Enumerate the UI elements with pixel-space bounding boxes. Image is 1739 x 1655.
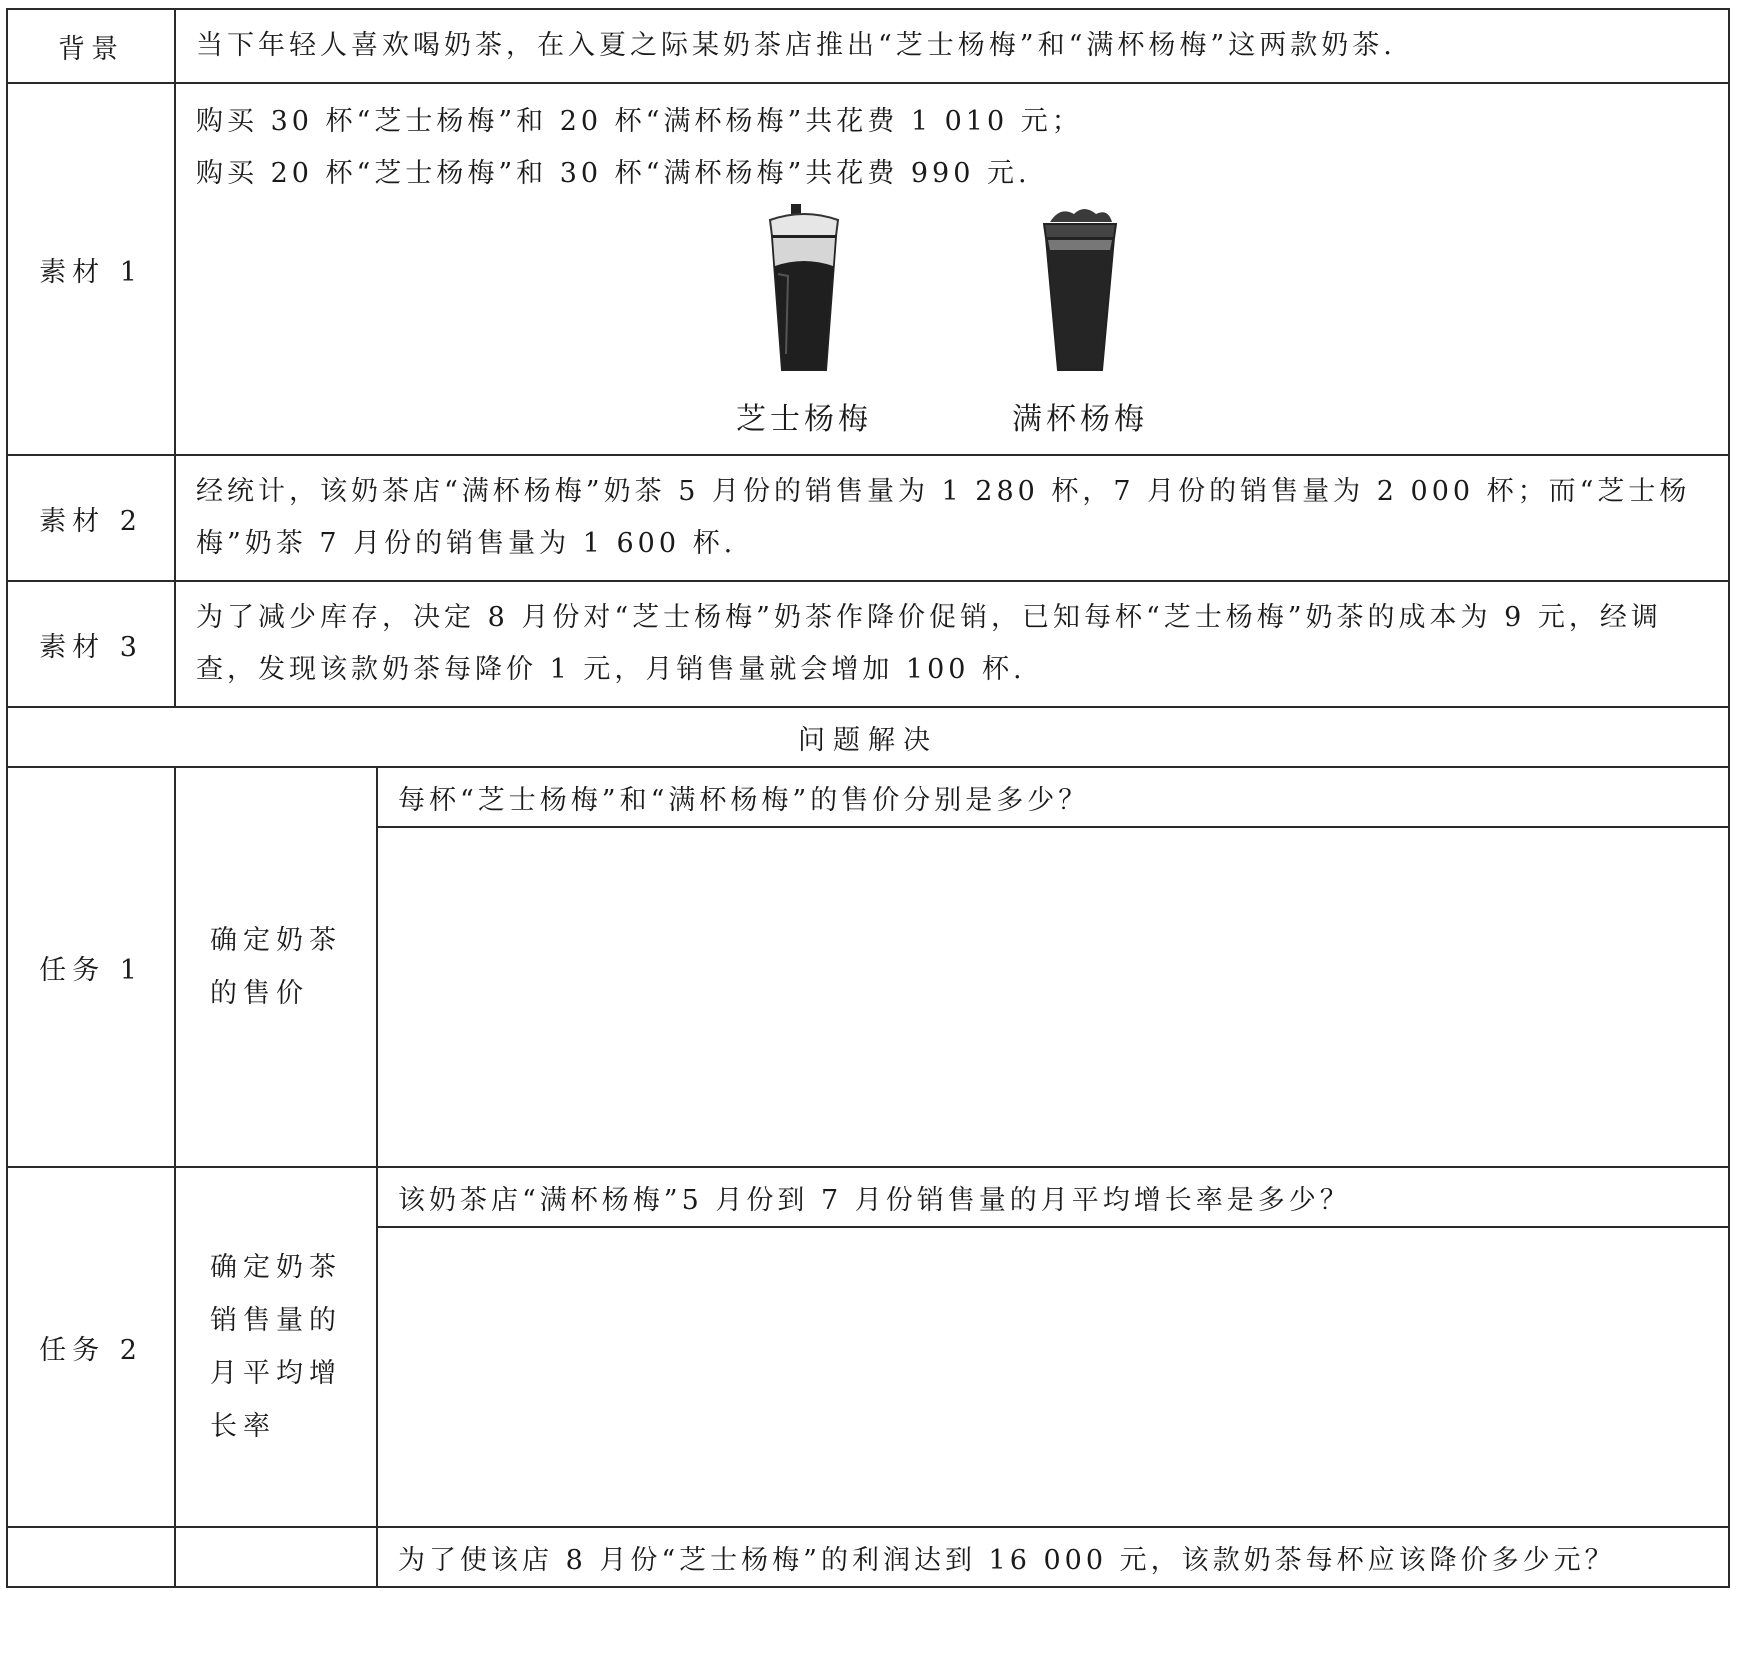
background-label: 背景 bbox=[7, 9, 175, 83]
material1-cell bbox=[175, 83, 1729, 455]
task2-question: 该奶茶店“满杯杨梅”5 月份到 7 月份销售量的月平均增长率是多少？ bbox=[377, 1167, 1729, 1227]
background-row bbox=[7, 9, 1729, 83]
task2-title-line2: 销售量的 bbox=[210, 1305, 342, 1336]
task1-title-line1: 确定奶茶 bbox=[210, 925, 342, 956]
task2-title-line1: 确定奶茶 bbox=[210, 1252, 342, 1283]
material1-line1: 购买 30 杯“芝士杨梅”和 20 杯“满杯杨梅”共花费 1 010 元； bbox=[196, 106, 1083, 137]
solve-header-row bbox=[7, 707, 1729, 767]
material1-line2: 购买 20 杯“芝士杨梅”和 30 杯“满杯杨梅”共花费 990 元. bbox=[196, 158, 1031, 189]
material1-label: 素材 1 bbox=[7, 83, 175, 455]
cheese-bayberry-cup bbox=[704, 204, 904, 438]
material2-text: 经统计，该奶茶店“满杯杨梅”奶茶 5 月份的销售量为 1 280 杯，7 月份的销售量为 2 000 杯；而“芝士杨梅”奶茶 7 月份的销售量为 1 600 杯. bbox=[175, 455, 1729, 581]
task2-title bbox=[175, 1167, 377, 1527]
task-table bbox=[6, 8, 1730, 1588]
task1-title-line2: 的售价 bbox=[210, 978, 309, 1009]
task1-question: 每杯“芝士杨梅”和“满杯杨梅”的售价分别是多少？ bbox=[377, 767, 1729, 827]
task3-question-row bbox=[7, 1527, 1729, 1587]
task2-question-row bbox=[7, 1167, 1729, 1227]
task2-label: 任务 2 bbox=[7, 1167, 175, 1527]
material1-row bbox=[7, 83, 1729, 455]
full-bayberry-cup-icon bbox=[1040, 204, 1120, 376]
task1-answer-area[interactable] bbox=[377, 827, 1729, 1167]
full-bayberry-label: 满杯杨梅 bbox=[1012, 402, 1148, 437]
cup-illustrations bbox=[196, 200, 1708, 444]
material3-row bbox=[7, 581, 1729, 707]
cheese-bayberry-label: 芝士杨梅 bbox=[736, 402, 872, 437]
cheese-bayberry-cup-icon bbox=[764, 204, 844, 376]
material3-label: 素材 3 bbox=[7, 581, 175, 707]
material2-label: 素材 2 bbox=[7, 455, 175, 581]
material3-text: 为了减少库存，决定 8 月份对“芝士杨梅”奶茶作降价促销，已知每杯“芝士杨梅”奶茶的成本为 9 元，经调查，发现该款奶茶每降价 1 元，月销售量就会增加 100 杯. bbox=[175, 581, 1729, 707]
task3-label-cell bbox=[7, 1527, 175, 1587]
material2-row bbox=[7, 455, 1729, 581]
task3-question: 为了使该店 8 月份“芝士杨梅”的利润达到 16 000 元，该款奶茶每杯应该降价多少元？ bbox=[377, 1527, 1729, 1587]
task1-label: 任务 1 bbox=[7, 767, 175, 1167]
task2-title-line3: 月平均增 bbox=[210, 1358, 342, 1389]
task2-title-line4: 长率 bbox=[210, 1411, 276, 1442]
background-text: 当下年轻人喜欢喝奶茶，在入夏之际某奶茶店推出“芝士杨梅”和“满杯杨梅”这两款奶茶. bbox=[175, 9, 1729, 83]
full-bayberry-cup bbox=[980, 204, 1180, 438]
worksheet bbox=[6, 8, 1728, 1655]
task1-title bbox=[175, 767, 377, 1167]
solve-header: 问题解决 bbox=[7, 707, 1729, 767]
task2-answer-area[interactable] bbox=[377, 1227, 1729, 1527]
task3-title-cell bbox=[175, 1527, 377, 1587]
task1-question-row bbox=[7, 767, 1729, 827]
